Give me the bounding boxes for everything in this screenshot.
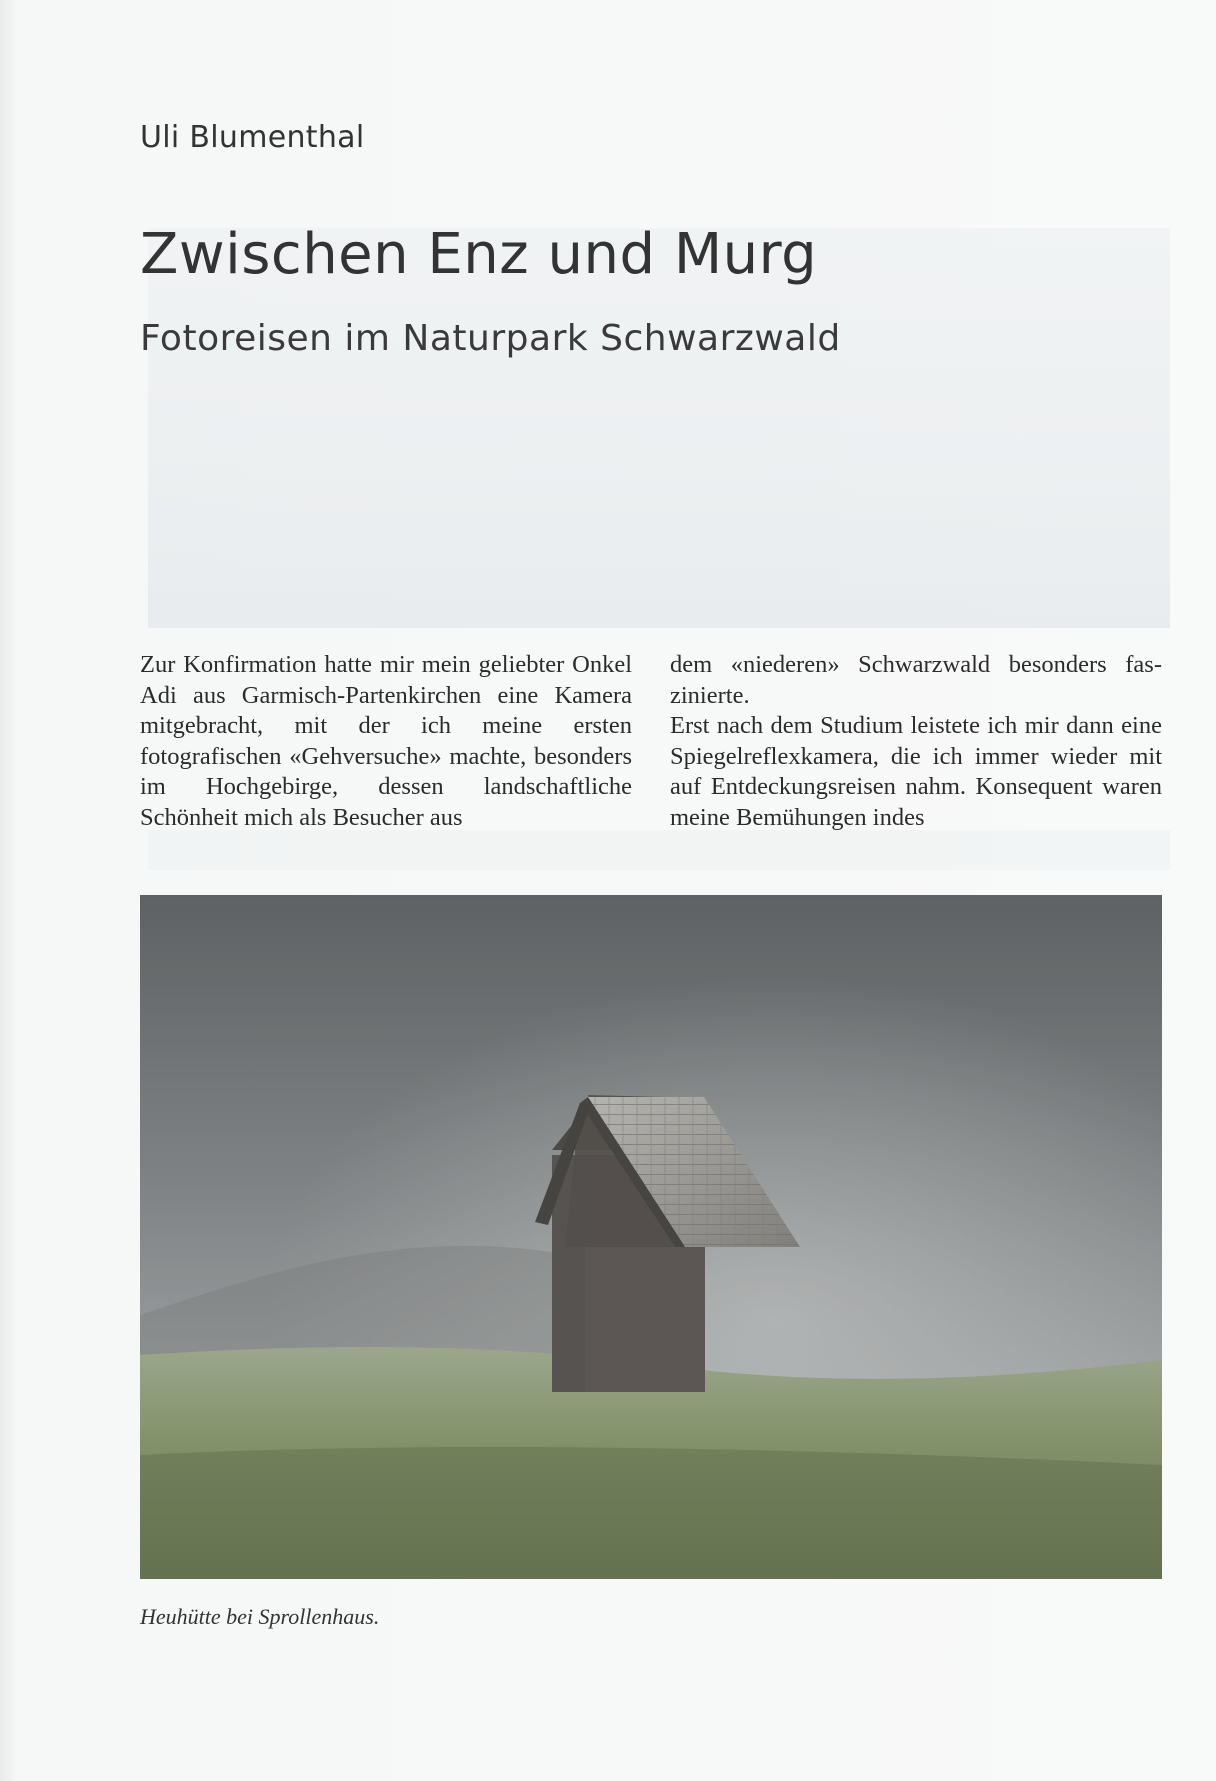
article-subtitle: Fotoreisen im Naturpark Schwarzwald — [140, 318, 841, 359]
body-paragraph: Erst nach dem Studium leistete ich mir dann eine Spiegelreflexkamera, die ich immer wieder mit auf Entdeckungsreisen nahm. Konsequent waren meine Bemühungen indes — [670, 712, 1162, 831]
text-column-left — [140, 650, 632, 833]
hay-hut-photo — [140, 895, 1162, 1579]
text-column-right — [670, 650, 1162, 833]
body-paragraph: Zur Konfirmation hatte mir mein geliebter Onkel Adi aus Garmisch-Partenkirchen eine Kamera mitgebracht, mit der ich meine ersten fotografischen «Gehversuche» machte, besonders im Hochgebirge, dessen landschaftliche Schönheit mich als Besucher aus — [140, 651, 632, 831]
show-through-shade — [148, 228, 1170, 628]
article-title: Zwischen Enz und Murg — [140, 222, 818, 287]
author-name: Uli Blumenthal — [140, 120, 365, 155]
body-paragraph: dem «niederen» Schwarzwald besonders faszinierte. — [670, 651, 1162, 709]
photo-caption: Heuhütte bei Sprollenhaus. — [140, 1604, 380, 1629]
show-through-shade-lower — [148, 830, 1170, 870]
